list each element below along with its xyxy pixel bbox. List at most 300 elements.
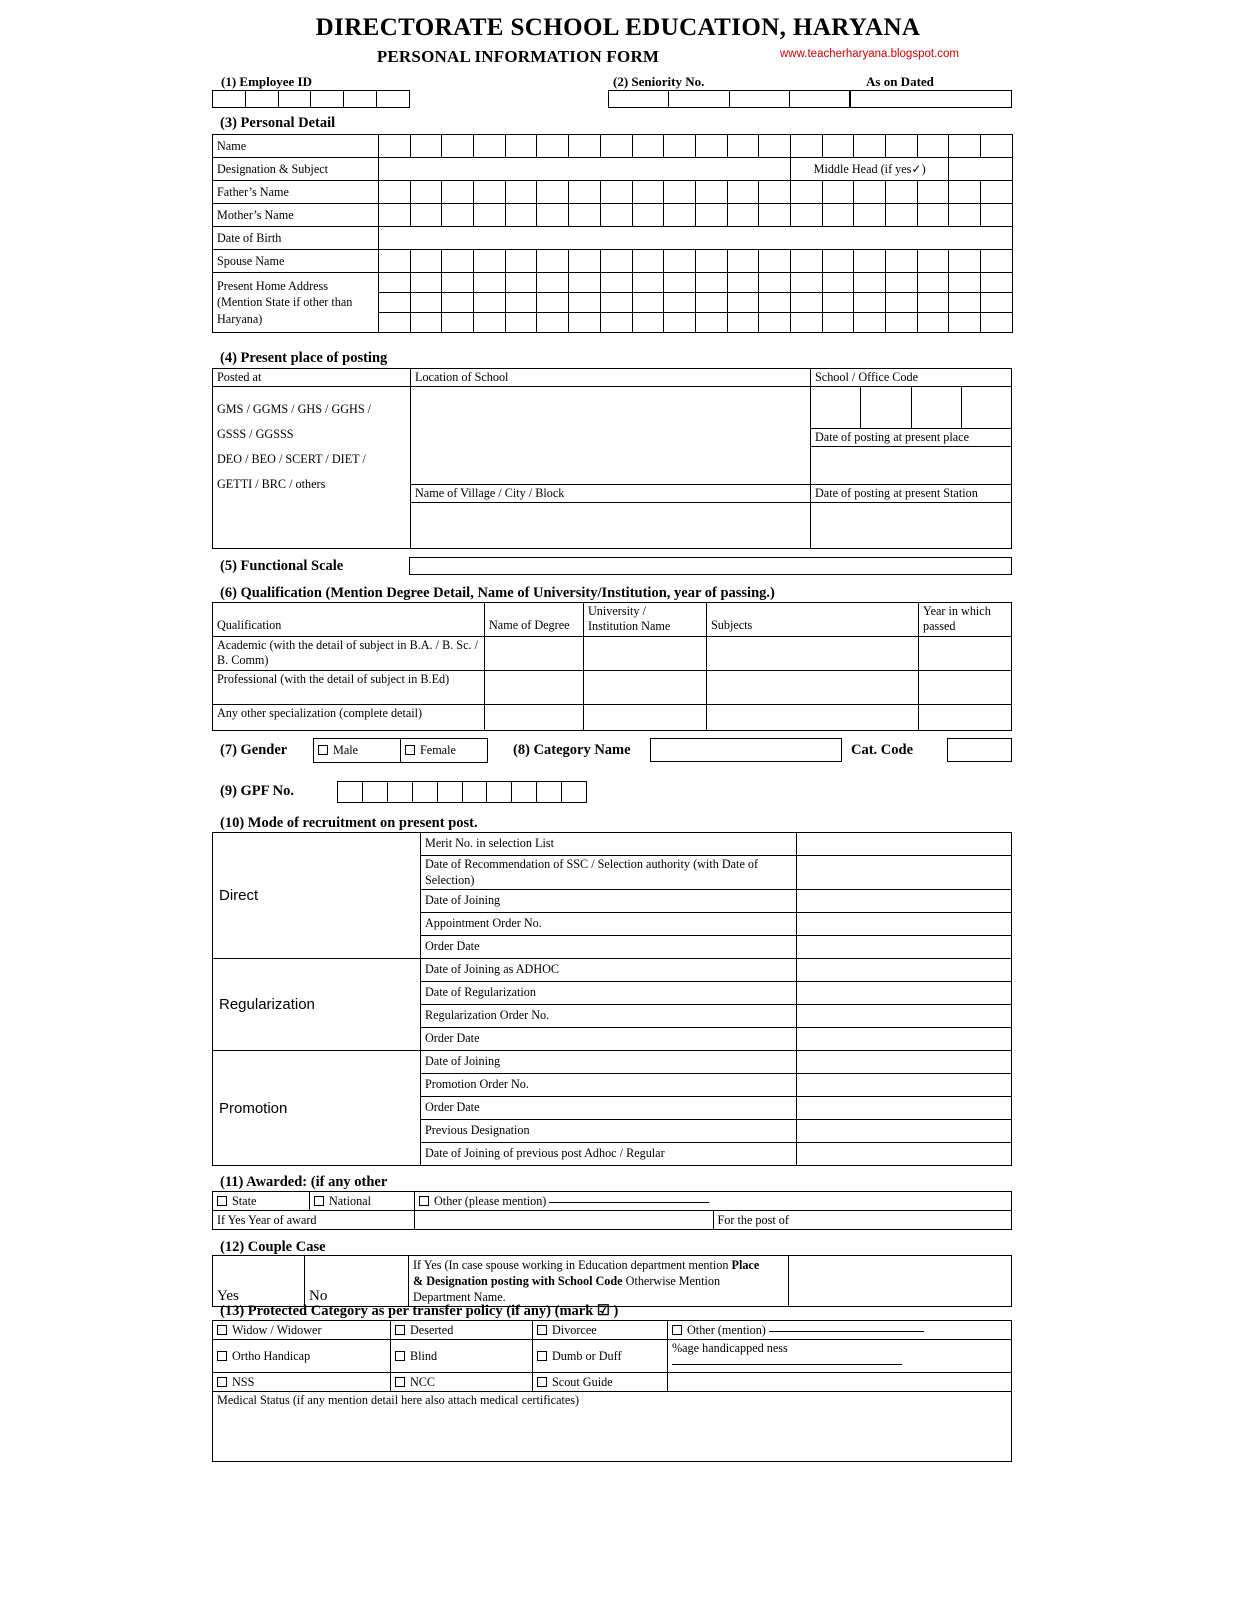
personal-char-cell[interactable] — [600, 135, 632, 158]
seniority-no-cell[interactable] — [790, 91, 849, 107]
as-on-dated-input[interactable] — [850, 90, 1012, 108]
personal-char-cell[interactable] — [537, 181, 569, 204]
personal-char-cell[interactable] — [569, 135, 601, 158]
functional-scale-input[interactable] — [409, 557, 1012, 575]
gpf-no-cell[interactable] — [363, 782, 388, 802]
home-address-char-cell[interactable] — [790, 273, 822, 293]
personal-char-cell[interactable] — [664, 181, 696, 204]
table-row — [213, 135, 1013, 158]
checkbox[interactable] — [318, 745, 328, 755]
gpf-no-cell[interactable] — [487, 782, 512, 802]
personal-char-cell[interactable] — [600, 250, 632, 273]
home-address-char-cell[interactable] — [917, 313, 949, 333]
school-office-code-cell[interactable] — [811, 387, 861, 429]
personal-char-cell[interactable] — [410, 135, 442, 158]
protected-blind[interactable]: Blind — [391, 1340, 533, 1373]
recruitment-item-input[interactable] — [797, 856, 1012, 890]
location-of-school-input[interactable] — [411, 387, 811, 485]
gpf-no-cell[interactable] — [463, 782, 488, 802]
employee-id-input[interactable] — [212, 90, 410, 108]
home-address-char-cell[interactable] — [727, 273, 759, 293]
qualification-input[interactable] — [707, 636, 919, 670]
checkbox[interactable] — [405, 745, 415, 755]
qualification-col-header: Qualification — [213, 603, 485, 637]
personal-char-cell[interactable] — [790, 204, 822, 227]
personal-char-cell[interactable] — [790, 135, 822, 158]
home-address-char-cell[interactable] — [981, 293, 1013, 313]
personal-char-cell[interactable] — [822, 204, 854, 227]
couple-case-no[interactable]: No — [305, 1256, 409, 1307]
personal-char-cell[interactable] — [505, 250, 537, 273]
home-address-char-cell[interactable] — [505, 293, 537, 313]
home-address-char-cell[interactable] — [727, 313, 759, 333]
home-address-char-cell[interactable] — [442, 293, 474, 313]
personal-char-cell[interactable] — [695, 250, 727, 273]
checkbox[interactable] — [217, 1325, 227, 1335]
award-state-checkbox[interactable]: State — [213, 1192, 310, 1211]
qualification-input[interactable] — [485, 670, 584, 704]
home-address-char-cell[interactable] — [949, 273, 981, 293]
posted-at-options: GMS / GGMS / GHS / GGHS / GSSS / GGSSS DEO / BEO / SCERT / DIET / GETTI / BRC / others — [213, 387, 411, 549]
gender-label: (7) Gender — [220, 742, 288, 758]
award-other-input[interactable] — [549, 1202, 709, 1203]
recruitment-item-input[interactable] — [797, 1028, 1012, 1051]
employee-id-label: (1) Employee ID — [221, 74, 312, 89]
school-office-code-cell[interactable] — [861, 387, 911, 429]
home-address-char-cell[interactable] — [442, 273, 474, 293]
personal-char-cell[interactable] — [442, 135, 474, 158]
home-address-char-cell[interactable] — [632, 273, 664, 293]
home-address-char-cell[interactable] — [949, 313, 981, 333]
recruitment-item-label: Date of Joining — [421, 1051, 797, 1074]
cat-code-label: Cat. Code — [851, 742, 914, 758]
award-national-checkbox[interactable]: National — [310, 1192, 415, 1211]
school-office-code-cell[interactable] — [961, 387, 1011, 429]
handicapped-percent-label: %age handicapped ness — [668, 1340, 1012, 1373]
personal-char-cell[interactable] — [379, 250, 411, 273]
recruitment-group-promotion: Promotion — [213, 1051, 421, 1166]
home-address-char-cell[interactable] — [410, 293, 442, 313]
personal-char-cell[interactable] — [600, 181, 632, 204]
personal-char-cell[interactable] — [505, 204, 537, 227]
qualification-input[interactable] — [584, 704, 707, 730]
personal-char-cell[interactable] — [442, 204, 474, 227]
name-of-degree-col-header: Name of Degree — [485, 603, 584, 637]
posted-at-header: Posted at — [213, 369, 411, 387]
home-address-char-cell[interactable] — [537, 313, 569, 333]
middle-head-label: Middle Head (if yes✓) — [790, 158, 948, 181]
personal-row-label: Spouse Name — [213, 250, 379, 273]
personal-char-cell[interactable] — [537, 204, 569, 227]
recruitment-item-input[interactable] — [797, 1097, 1012, 1120]
personal-char-cell[interactable] — [981, 181, 1013, 204]
medical-status-input[interactable]: Medical Status (if any mention detail here also attach medical certificates) — [213, 1392, 1012, 1462]
date-posting-place-label: Date of posting at present place — [811, 429, 1012, 447]
employee-id-cell[interactable] — [246, 91, 279, 107]
employee-id-cell[interactable] — [344, 91, 377, 107]
personal-char-cell[interactable] — [695, 135, 727, 158]
personal-char-cell[interactable] — [632, 204, 664, 227]
personal-char-cell[interactable] — [822, 250, 854, 273]
handicapped-percent-input[interactable] — [672, 1364, 902, 1365]
home-address-char-cell[interactable] — [664, 293, 696, 313]
recruitment-item-label: Regularization Order No. — [421, 1005, 797, 1028]
personal-char-cell[interactable] — [917, 204, 949, 227]
gender-option-male[interactable]: Male — [314, 739, 401, 763]
recruitment-item-input[interactable] — [797, 936, 1012, 959]
qualification-row-label: Academic (with the detail of subject in B.A. / B. Sc. / B. Comm) — [213, 636, 485, 670]
couple-case-heading: (12) Couple Case — [220, 1239, 326, 1255]
table-row — [213, 273, 1013, 293]
checkbox[interactable] — [419, 1196, 429, 1206]
recruitment-item-label: Merit No. in selection List — [421, 833, 797, 856]
personal-char-cell[interactable] — [886, 135, 918, 158]
home-address-char-cell[interactable] — [886, 273, 918, 293]
home-address-char-cell[interactable] — [569, 313, 601, 333]
protected-dumb-or-duff[interactable]: Dumb or Duff — [533, 1340, 668, 1373]
protected-deserted[interactable]: Deserted — [391, 1321, 533, 1340]
personal-char-cell[interactable] — [474, 181, 506, 204]
checkbox[interactable] — [217, 1377, 227, 1387]
home-address-char-cell[interactable] — [474, 313, 506, 333]
gpf-no-input[interactable] — [337, 781, 587, 803]
cat-code-input[interactable] — [947, 738, 1012, 762]
date-posting-station-input[interactable] — [811, 503, 1012, 549]
recruitment-item-input[interactable] — [797, 1051, 1012, 1074]
gpf-no-cell[interactable] — [388, 782, 413, 802]
personal-char-cell[interactable] — [379, 135, 411, 158]
recruitment-item-input[interactable] — [797, 982, 1012, 1005]
employee-id-cell[interactable] — [279, 91, 312, 107]
personal-char-cell[interactable] — [600, 204, 632, 227]
home-address-char-cell[interactable] — [379, 293, 411, 313]
seniority-no-cell[interactable] — [609, 91, 669, 107]
gpf-no-cell[interactable] — [512, 782, 537, 802]
personal-char-cell[interactable] — [632, 250, 664, 273]
table-row — [213, 181, 1013, 204]
protected-divorcee[interactable]: Divorcee — [533, 1321, 668, 1340]
home-address-char-cell[interactable] — [379, 313, 411, 333]
home-address-char-cell[interactable] — [537, 273, 569, 293]
personal-char-cell[interactable] — [981, 135, 1013, 158]
personal-char-cell[interactable] — [695, 204, 727, 227]
award-other-checkbox[interactable]: Other (please mention) — [415, 1192, 1012, 1211]
home-address-char-cell[interactable] — [537, 293, 569, 313]
personal-char-cell[interactable] — [759, 181, 791, 204]
personal-char-cell[interactable] — [695, 181, 727, 204]
personal-char-cell[interactable] — [632, 135, 664, 158]
gpf-no-cell[interactable] — [438, 782, 463, 802]
recruitment-group-direct: Direct — [213, 833, 421, 959]
home-address-char-cell[interactable] — [886, 293, 918, 313]
checkbox[interactable] — [537, 1351, 547, 1361]
recruitment-item-input[interactable] — [797, 1120, 1012, 1143]
university-col-header: University / Institution Name — [584, 603, 707, 637]
seniority-no-input[interactable] — [608, 90, 850, 108]
home-address-char-cell[interactable] — [886, 313, 918, 333]
checkbox[interactable] — [217, 1196, 227, 1206]
seniority-no-cell[interactable] — [730, 91, 790, 107]
personal-char-cell[interactable] — [790, 181, 822, 204]
qualification-input[interactable] — [707, 670, 919, 704]
personal-row-label: Mother’s Name — [213, 204, 379, 227]
home-address-char-cell[interactable] — [410, 273, 442, 293]
checkbox[interactable] — [395, 1377, 405, 1387]
personal-char-cell[interactable] — [569, 181, 601, 204]
table-row — [314, 739, 488, 763]
personal-char-cell[interactable] — [410, 204, 442, 227]
home-address-char-cell[interactable] — [759, 293, 791, 313]
home-address-char-cell[interactable] — [917, 293, 949, 313]
checkbox[interactable] — [672, 1325, 682, 1335]
home-address-char-cell[interactable] — [759, 313, 791, 333]
personal-row-input[interactable] — [379, 227, 1013, 250]
personal-char-cell[interactable] — [537, 250, 569, 273]
home-address-char-cell[interactable] — [600, 273, 632, 293]
recruitment-item-input[interactable] — [797, 890, 1012, 913]
protected-ortho-handicap[interactable]: Ortho Handicap — [213, 1340, 391, 1373]
personal-row-label: Father’s Name — [213, 181, 379, 204]
qualification-input[interactable] — [919, 636, 1012, 670]
home-address-char-cell[interactable] — [854, 313, 886, 333]
gpf-no-label: (9) GPF No. — [220, 783, 294, 799]
personal-char-cell[interactable] — [917, 250, 949, 273]
personal-char-cell[interactable] — [632, 181, 664, 204]
home-address-char-cell[interactable] — [442, 313, 474, 333]
personal-char-cell[interactable] — [379, 204, 411, 227]
protected-other-mention[interactable]: Other (mention) — [668, 1321, 1012, 1340]
table-row — [213, 704, 1012, 730]
personal-char-cell[interactable] — [981, 204, 1013, 227]
table-row — [213, 1392, 1012, 1462]
recruitment-item-label: Order Date — [421, 1028, 797, 1051]
home-address-char-cell[interactable] — [505, 273, 537, 293]
personal-char-cell[interactable] — [759, 204, 791, 227]
personal-char-cell[interactable] — [886, 250, 918, 273]
category-name-input[interactable] — [650, 738, 842, 762]
personal-char-cell[interactable] — [790, 250, 822, 273]
qualification-input[interactable] — [919, 670, 1012, 704]
personal-char-cell[interactable] — [759, 135, 791, 158]
personal-char-cell[interactable] — [727, 250, 759, 273]
personal-char-cell[interactable] — [886, 204, 918, 227]
home-address-char-cell[interactable] — [759, 273, 791, 293]
home-address-char-cell[interactable] — [664, 313, 696, 333]
table-row — [213, 227, 1013, 250]
personal-char-cell[interactable] — [949, 181, 981, 204]
table-row — [213, 1373, 1012, 1392]
home-address-char-cell[interactable] — [822, 273, 854, 293]
table-row — [213, 204, 1013, 227]
personal-char-cell[interactable] — [822, 181, 854, 204]
employee-id-cell[interactable] — [213, 91, 246, 107]
category-name-label: (8) Category Name — [513, 742, 631, 758]
home-address-char-cell[interactable] — [569, 273, 601, 293]
personal-char-cell[interactable] — [474, 250, 506, 273]
home-address-char-cell[interactable] — [569, 293, 601, 313]
home-address-char-cell[interactable] — [474, 273, 506, 293]
home-address-char-cell[interactable] — [854, 293, 886, 313]
home-address-char-cell[interactable] — [917, 273, 949, 293]
home-address-char-cell[interactable] — [410, 313, 442, 333]
qualification-row-label: Any other specialization (complete detail) — [213, 704, 485, 730]
gpf-no-cell[interactable] — [338, 782, 363, 802]
personal-char-cell[interactable] — [854, 135, 886, 158]
recruitment-item-label: Appointment Order No. — [421, 913, 797, 936]
protected-ncc[interactable]: NCC — [391, 1373, 533, 1392]
checkbox[interactable] — [314, 1196, 324, 1206]
table-row — [213, 1192, 1012, 1211]
gender-option-female[interactable]: Female — [401, 739, 488, 763]
recruitment-item-input[interactable] — [797, 833, 1012, 856]
personal-char-cell[interactable] — [569, 250, 601, 273]
checkbox[interactable] — [395, 1325, 405, 1335]
table-row — [213, 603, 1012, 637]
gpf-no-cell[interactable] — [562, 782, 586, 802]
table-row — [213, 959, 1012, 982]
award-year-input[interactable] — [415, 1211, 714, 1230]
personal-char-cell[interactable] — [854, 204, 886, 227]
posting-heading: (4) Present place of posting — [220, 350, 388, 366]
date-posting-place-input[interactable] — [811, 447, 1012, 485]
personal-char-cell[interactable] — [664, 250, 696, 273]
seniority-no-label: (2) Seniority No. — [613, 74, 705, 89]
protected-other-input[interactable] — [769, 1331, 924, 1332]
table-row — [213, 387, 1012, 429]
table-row — [213, 1340, 1012, 1373]
home-address-char-cell[interactable] — [949, 293, 981, 313]
qualification-input[interactable] — [485, 704, 584, 730]
qualification-heading: (6) Qualification (Mention Degree Detail, Name of University/Institution, year of passing.) — [220, 585, 775, 601]
school-office-code-header: School / Office Code — [811, 369, 1012, 387]
checkbox[interactable] — [217, 1351, 227, 1361]
protected-category-heading: (13) Protected Category as per transfer policy (if any) (mark ☑ ) — [220, 1303, 619, 1319]
personal-char-cell[interactable] — [981, 250, 1013, 273]
checkbox[interactable] — [537, 1325, 547, 1335]
page-title: DIRECTORATE SCHOOL EDUCATION, HARYANA — [315, 14, 921, 41]
personal-char-cell[interactable] — [822, 135, 854, 158]
personal-char-cell[interactable] — [727, 135, 759, 158]
recruitment-item-input[interactable] — [797, 913, 1012, 936]
designation-subject-input[interactable] — [379, 158, 791, 181]
home-address-char-cell[interactable] — [474, 293, 506, 313]
personal-char-cell[interactable] — [949, 135, 981, 158]
home-address-char-cell[interactable] — [600, 313, 632, 333]
recruitment-item-input[interactable] — [797, 1005, 1012, 1028]
personal-char-cell[interactable] — [854, 181, 886, 204]
personal-char-cell[interactable] — [505, 135, 537, 158]
recruitment-item-input[interactable] — [797, 959, 1012, 982]
functional-scale-label: (5) Functional Scale — [220, 558, 344, 574]
table-row — [213, 670, 1012, 704]
home-address-char-cell[interactable] — [505, 313, 537, 333]
table-row — [213, 1211, 1012, 1230]
home-address-char-cell[interactable] — [981, 313, 1013, 333]
qualification-row-label: Professional (with the detail of subject in B.Ed) — [213, 670, 485, 704]
home-address-char-cell[interactable] — [379, 273, 411, 293]
personal-char-cell[interactable] — [949, 204, 981, 227]
recruitment-item-input[interactable] — [797, 1143, 1012, 1166]
personal-char-cell[interactable] — [664, 135, 696, 158]
personal-char-cell[interactable] — [537, 135, 569, 158]
personal-char-cell[interactable] — [917, 181, 949, 204]
recruitment-item-label: Date of Recommendation of SSC / Selection authority (with Date of Selection) — [421, 856, 797, 890]
table-row — [213, 250, 1013, 273]
home-address-char-cell[interactable] — [981, 273, 1013, 293]
personal-char-cell[interactable] — [379, 181, 411, 204]
personal-char-cell[interactable] — [569, 204, 601, 227]
personal-char-cell[interactable] — [727, 204, 759, 227]
home-address-char-cell[interactable] — [600, 293, 632, 313]
home-address-char-cell[interactable] — [664, 273, 696, 293]
qualification-input[interactable] — [707, 704, 919, 730]
home-address-char-cell[interactable] — [790, 293, 822, 313]
employee-id-cell[interactable] — [377, 91, 409, 107]
personal-char-cell[interactable] — [442, 250, 474, 273]
village-city-block-input[interactable] — [411, 503, 811, 549]
home-address-char-cell[interactable] — [822, 313, 854, 333]
checkbox[interactable] — [537, 1377, 547, 1387]
personal-char-cell[interactable] — [410, 250, 442, 273]
protected-nss[interactable]: NSS — [213, 1373, 391, 1392]
employee-id-cell[interactable] — [311, 91, 344, 107]
personal-char-cell[interactable] — [949, 250, 981, 273]
protected-widow-widower[interactable]: Widow / Widower — [213, 1321, 391, 1340]
home-address-label: Present Home Address (Mention State if other than Haryana) — [213, 273, 379, 333]
home-address-char-cell[interactable] — [695, 273, 727, 293]
home-address-char-cell[interactable] — [632, 313, 664, 333]
table-row — [213, 1321, 1012, 1340]
table-row — [213, 369, 1012, 387]
personal-char-cell[interactable] — [442, 181, 474, 204]
seniority-no-cell[interactable] — [669, 91, 729, 107]
personal-char-cell[interactable] — [886, 181, 918, 204]
personal-char-cell[interactable] — [854, 250, 886, 273]
website-link[interactable]: www.teacherharyana.blogspot.com — [780, 48, 959, 60]
gpf-no-cell[interactable] — [413, 782, 438, 802]
personal-char-cell[interactable] — [917, 135, 949, 158]
qualification-input[interactable] — [919, 704, 1012, 730]
protected-row3-blank[interactable] — [668, 1373, 1012, 1392]
location-of-school-header: Location of School — [411, 369, 811, 387]
home-address-char-cell[interactable] — [790, 313, 822, 333]
personal-char-cell[interactable] — [474, 135, 506, 158]
personal-char-cell[interactable] — [505, 181, 537, 204]
gpf-no-cell[interactable] — [537, 782, 562, 802]
couple-case-input[interactable] — [789, 1256, 1012, 1307]
home-address-char-cell[interactable] — [727, 293, 759, 313]
middle-head-input[interactable] — [949, 158, 1012, 181]
personal-char-cell[interactable] — [410, 181, 442, 204]
home-address-char-cell[interactable] — [695, 293, 727, 313]
checkbox[interactable] — [395, 1351, 405, 1361]
protected-scout-guide[interactable]: Scout Guide — [533, 1373, 668, 1392]
home-address-char-cell[interactable] — [632, 293, 664, 313]
home-address-char-cell[interactable] — [854, 273, 886, 293]
personal-char-cell[interactable] — [759, 250, 791, 273]
recruitment-item-input[interactable] — [797, 1074, 1012, 1097]
qualification-input[interactable] — [485, 636, 584, 670]
school-office-code-cell[interactable] — [911, 387, 961, 429]
personal-char-cell[interactable] — [727, 181, 759, 204]
qualification-input[interactable] — [584, 636, 707, 670]
couple-case-yes[interactable]: Yes — [213, 1256, 305, 1307]
home-address-char-cell[interactable] — [822, 293, 854, 313]
personal-char-cell[interactable] — [474, 204, 506, 227]
home-address-char-cell[interactable] — [695, 313, 727, 333]
qualification-input[interactable] — [584, 670, 707, 704]
personal-char-cell[interactable] — [664, 204, 696, 227]
